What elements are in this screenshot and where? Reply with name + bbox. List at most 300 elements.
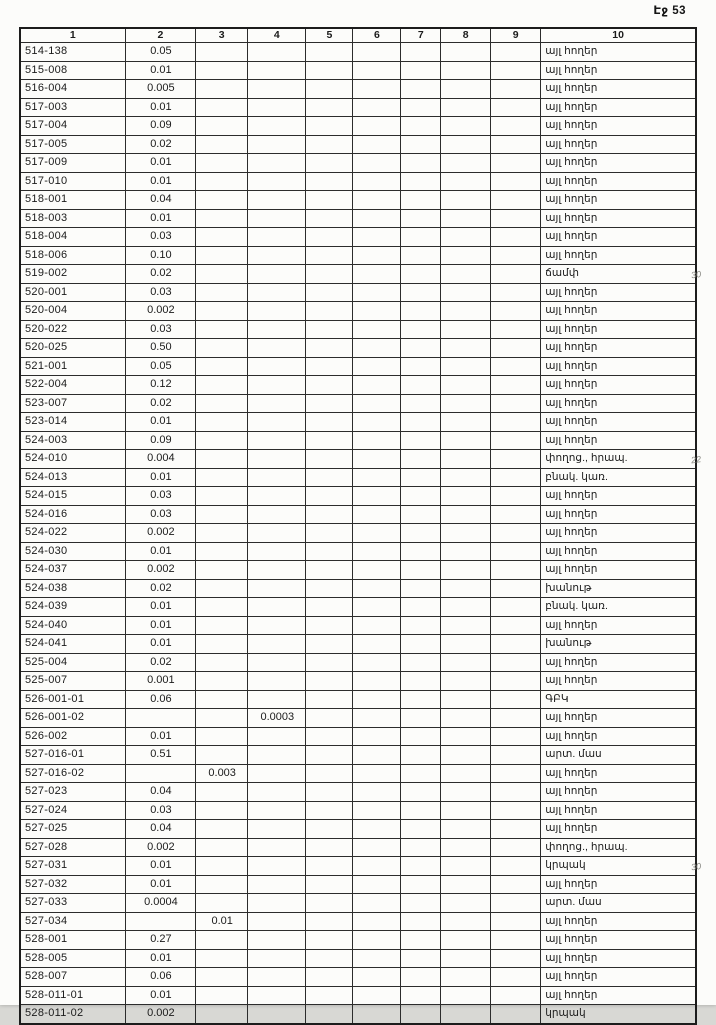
area-value-cell: [441, 783, 491, 802]
area-value-cell: 0.04: [125, 191, 195, 210]
area-value-cell: [306, 209, 353, 228]
area-value-cell: 0.02: [125, 653, 195, 672]
column-header-4: 4: [248, 28, 306, 43]
area-value-cell: [306, 413, 353, 432]
table-row: [20, 154, 696, 173]
parcel-code-cell: 524-003: [20, 431, 125, 450]
area-value-cell: [441, 746, 491, 765]
area-value-cell: [353, 246, 401, 265]
area-value-cell: [196, 61, 248, 80]
parcel-code-cell: 524-037: [20, 561, 125, 580]
area-value-cell: [306, 801, 353, 820]
parcel-code-cell: 527-034: [20, 912, 125, 931]
area-value-cell: [353, 931, 401, 950]
area-value-cell: [196, 450, 248, 469]
area-value-cell: [441, 431, 491, 450]
area-value-cell: [306, 838, 353, 857]
area-value-cell: [353, 468, 401, 487]
area-value-cell: [248, 320, 306, 339]
area-value-cell: [441, 561, 491, 580]
area-value-cell: [353, 209, 401, 228]
area-value-cell: 0.0004: [125, 894, 195, 913]
area-value-cell: 0.002: [125, 302, 195, 321]
area-value-cell: [441, 986, 491, 1005]
land-use-cell: այլ հողեր: [541, 80, 696, 99]
area-value-cell: [491, 246, 541, 265]
area-value-cell: [306, 616, 353, 635]
parcel-code-cell: 520-004: [20, 302, 125, 321]
area-value-cell: [491, 431, 541, 450]
table-row: [20, 912, 696, 931]
area-value-cell: [306, 727, 353, 746]
area-value-cell: 0.01: [125, 986, 195, 1005]
area-value-cell: [196, 357, 248, 376]
parcel-code-cell: 524-015: [20, 487, 125, 506]
area-value-cell: [196, 228, 248, 247]
area-value-cell: [401, 154, 441, 173]
land-use-cell: կրպակ: [541, 1005, 696, 1024]
area-value-cell: [248, 135, 306, 154]
area-value-cell: [491, 801, 541, 820]
area-value-cell: [306, 172, 353, 191]
area-value-cell: [353, 968, 401, 987]
parcel-code-cell: 518-006: [20, 246, 125, 265]
area-value-cell: [306, 931, 353, 950]
parcel-code-cell: 525-004: [20, 653, 125, 672]
table-row: [20, 857, 696, 876]
table-row: [20, 968, 696, 987]
table-row: [20, 949, 696, 968]
area-value-cell: [441, 191, 491, 210]
land-use-cell: այլ հողեր: [541, 616, 696, 635]
land-use-cell: արտ. մաս: [541, 894, 696, 913]
area-value-cell: [441, 1005, 491, 1024]
area-value-cell: [306, 80, 353, 99]
area-value-cell: [491, 838, 541, 857]
area-value-cell: [353, 709, 401, 728]
area-value-cell: [441, 579, 491, 598]
area-value-cell: [441, 468, 491, 487]
area-value-cell: 0.03: [125, 801, 195, 820]
table-row: [20, 413, 696, 432]
area-value-cell: [441, 302, 491, 321]
area-value-cell: [306, 431, 353, 450]
area-value-cell: [441, 80, 491, 99]
area-value-cell: [248, 746, 306, 765]
area-value-cell: 0.09: [125, 431, 195, 450]
area-value-cell: [491, 43, 541, 62]
area-value-cell: [401, 468, 441, 487]
table-row: [20, 820, 696, 839]
area-value-cell: 0.01: [125, 857, 195, 876]
area-value-cell: [306, 783, 353, 802]
area-value-cell: [248, 117, 306, 136]
area-value-cell: [441, 838, 491, 857]
area-value-cell: [196, 524, 248, 543]
parcel-code-cell: 524-016: [20, 505, 125, 524]
table-row: [20, 542, 696, 561]
area-value-cell: [401, 302, 441, 321]
area-value-cell: 0.01: [125, 542, 195, 561]
table-row: [20, 635, 696, 654]
area-value-cell: [441, 154, 491, 173]
area-value-cell: 0.04: [125, 820, 195, 839]
area-value-cell: [248, 875, 306, 894]
area-value-cell: 0.51: [125, 746, 195, 765]
area-value-cell: [306, 1005, 353, 1024]
area-value-cell: 0.01: [125, 727, 195, 746]
area-value-cell: [353, 320, 401, 339]
area-value-cell: [248, 672, 306, 691]
area-value-cell: [306, 505, 353, 524]
area-value-cell: [491, 135, 541, 154]
area-value-cell: [401, 505, 441, 524]
area-value-cell: [196, 43, 248, 62]
parcel-code-cell: 527-024: [20, 801, 125, 820]
table-row: [20, 727, 696, 746]
area-value-cell: [491, 339, 541, 358]
area-value-cell: [353, 283, 401, 302]
land-use-cell: այլ հողեր: [541, 98, 696, 117]
table-row: [20, 209, 696, 228]
area-value-cell: 0.01: [125, 172, 195, 191]
parcel-code-cell: 526-002: [20, 727, 125, 746]
area-value-cell: 0.01: [125, 154, 195, 173]
area-value-cell: 0.27: [125, 931, 195, 950]
area-value-cell: [401, 265, 441, 284]
area-value-cell: [401, 394, 441, 413]
area-value-cell: 0.04: [125, 783, 195, 802]
table-row: [20, 98, 696, 117]
land-use-cell: այլ հողեր: [541, 672, 696, 691]
area-value-cell: [248, 450, 306, 469]
land-use-cell: այլ հողեր: [541, 135, 696, 154]
area-value-cell: 0.01: [125, 875, 195, 894]
area-value-cell: [306, 579, 353, 598]
area-value-cell: [441, 413, 491, 432]
area-value-cell: [306, 746, 353, 765]
area-value-cell: [491, 413, 541, 432]
table-row: [20, 561, 696, 580]
area-value-cell: [401, 431, 441, 450]
area-value-cell: [353, 357, 401, 376]
parcel-code-cell: 518-003: [20, 209, 125, 228]
column-header-3: 3: [196, 28, 248, 43]
land-use-cell: այլ հողեր: [541, 801, 696, 820]
column-header-6: 6: [353, 28, 401, 43]
area-value-cell: [248, 912, 306, 931]
area-value-cell: [401, 135, 441, 154]
area-value-cell: [306, 487, 353, 506]
area-value-cell: [248, 727, 306, 746]
area-value-cell: [196, 394, 248, 413]
area-value-cell: [353, 487, 401, 506]
area-value-cell: [401, 579, 441, 598]
area-value-cell: [248, 931, 306, 950]
area-value-cell: [353, 783, 401, 802]
area-value-cell: [248, 468, 306, 487]
area-value-cell: [125, 764, 195, 783]
area-value-cell: [491, 857, 541, 876]
area-value-cell: [491, 672, 541, 691]
area-value-cell: [491, 986, 541, 1005]
area-value-cell: [353, 80, 401, 99]
column-header-5: 5: [306, 28, 353, 43]
column-header-row: [20, 28, 696, 43]
area-value-cell: [441, 61, 491, 80]
parcel-code-cell: 527-016-01: [20, 746, 125, 765]
area-value-cell: [441, 690, 491, 709]
table-row: [20, 246, 696, 265]
area-value-cell: [441, 135, 491, 154]
land-use-cell: բնակ. կառ.: [541, 468, 696, 487]
area-value-cell: [491, 561, 541, 580]
column-header-1: 1: [20, 28, 125, 43]
area-value-cell: [353, 616, 401, 635]
area-value-cell: [401, 764, 441, 783]
area-value-cell: [441, 727, 491, 746]
table-row: [20, 320, 696, 339]
area-value-cell: [401, 783, 441, 802]
area-value-cell: [248, 505, 306, 524]
area-value-cell: [353, 524, 401, 543]
area-value-cell: [306, 61, 353, 80]
area-value-cell: [491, 949, 541, 968]
area-value-cell: [248, 894, 306, 913]
parcel-code-cell: 528-011-01: [20, 986, 125, 1005]
area-value-cell: [441, 339, 491, 358]
area-value-cell: [306, 283, 353, 302]
handwritten-margin-note: 22: [690, 453, 702, 465]
area-value-cell: [491, 635, 541, 654]
area-value-cell: [196, 727, 248, 746]
land-use-cell: այլ հողեր: [541, 302, 696, 321]
area-value-cell: [491, 764, 541, 783]
land-use-cell: այլ հողեր: [541, 320, 696, 339]
area-value-cell: [248, 598, 306, 617]
area-value-cell: [441, 209, 491, 228]
area-value-cell: 0.003: [196, 764, 248, 783]
parcel-code-cell: 527-028: [20, 838, 125, 857]
area-value-cell: [248, 191, 306, 210]
area-value-cell: [441, 875, 491, 894]
area-value-cell: [248, 579, 306, 598]
area-value-cell: [401, 228, 441, 247]
area-value-cell: [401, 949, 441, 968]
area-value-cell: [306, 339, 353, 358]
area-value-cell: [196, 746, 248, 765]
area-value-cell: [491, 228, 541, 247]
area-value-cell: 0.02: [125, 579, 195, 598]
parcel-code-cell: 519-002: [20, 265, 125, 284]
area-value-cell: [196, 635, 248, 654]
area-value-cell: 0.50: [125, 339, 195, 358]
area-value-cell: [401, 857, 441, 876]
area-value-cell: [196, 783, 248, 802]
area-value-cell: [196, 949, 248, 968]
area-value-cell: [248, 98, 306, 117]
area-value-cell: [401, 246, 441, 265]
area-value-cell: 0.10: [125, 246, 195, 265]
table-row: [20, 43, 696, 62]
land-use-cell: այլ հողեր: [541, 376, 696, 395]
area-value-cell: [306, 376, 353, 395]
table-row: [20, 339, 696, 358]
table-row: [20, 579, 696, 598]
parcel-code-cell: 520-022: [20, 320, 125, 339]
area-value-cell: [441, 857, 491, 876]
parcel-code-cell: 521-001: [20, 357, 125, 376]
area-value-cell: [196, 413, 248, 432]
area-value-cell: [306, 302, 353, 321]
land-use-cell: այլ հողեր: [541, 949, 696, 968]
land-use-cell: այլ հողեր: [541, 117, 696, 136]
area-value-cell: [306, 394, 353, 413]
table-row: [20, 172, 696, 191]
area-value-cell: [248, 357, 306, 376]
area-value-cell: 0.01: [125, 616, 195, 635]
area-value-cell: [441, 487, 491, 506]
table-body: [20, 43, 696, 1024]
parcel-code-cell: 517-003: [20, 98, 125, 117]
area-value-cell: [401, 912, 441, 931]
area-value-cell: [248, 376, 306, 395]
area-value-cell: 0.03: [125, 283, 195, 302]
land-use-cell: այլ հողեր: [541, 931, 696, 950]
area-value-cell: [353, 135, 401, 154]
area-value-cell: [441, 524, 491, 543]
area-value-cell: [306, 690, 353, 709]
land-use-cell: բնակ. կառ.: [541, 598, 696, 617]
area-value-cell: [491, 968, 541, 987]
area-value-cell: [491, 265, 541, 284]
area-value-cell: 0.02: [125, 135, 195, 154]
land-use-cell: այլ հողեր: [541, 968, 696, 987]
area-value-cell: [401, 450, 441, 469]
area-value-cell: [196, 875, 248, 894]
area-value-cell: [353, 394, 401, 413]
area-value-cell: [196, 172, 248, 191]
area-value-cell: [491, 302, 541, 321]
area-value-cell: [441, 616, 491, 635]
land-use-cell: այլ հողեր: [541, 727, 696, 746]
area-value-cell: [248, 394, 306, 413]
table-row: [20, 746, 696, 765]
area-value-cell: [306, 672, 353, 691]
area-value-cell: [441, 505, 491, 524]
area-value-cell: [401, 820, 441, 839]
area-value-cell: [401, 339, 441, 358]
area-value-cell: 0.002: [125, 561, 195, 580]
area-value-cell: [353, 172, 401, 191]
area-value-cell: [353, 727, 401, 746]
area-value-cell: [248, 228, 306, 247]
area-value-cell: [306, 265, 353, 284]
area-value-cell: [248, 265, 306, 284]
area-value-cell: [248, 43, 306, 62]
land-use-cell: այլ հողեր: [541, 783, 696, 802]
area-value-cell: [196, 339, 248, 358]
land-use-cell: այլ հողեր: [541, 542, 696, 561]
area-value-cell: [353, 450, 401, 469]
area-value-cell: [401, 635, 441, 654]
area-value-cell: [491, 80, 541, 99]
parcel-code-cell: 528-011-02: [20, 1005, 125, 1024]
area-value-cell: 0.01: [125, 635, 195, 654]
area-value-cell: [306, 320, 353, 339]
area-value-cell: 0.05: [125, 43, 195, 62]
area-value-cell: [491, 394, 541, 413]
area-value-cell: [353, 228, 401, 247]
area-value-cell: 0.03: [125, 487, 195, 506]
area-value-cell: [306, 709, 353, 728]
area-value-cell: [248, 431, 306, 450]
area-value-cell: [248, 949, 306, 968]
area-value-cell: [248, 801, 306, 820]
area-value-cell: [248, 413, 306, 432]
area-value-cell: [401, 598, 441, 617]
parcel-code-cell: 524-038: [20, 579, 125, 598]
area-value-cell: [491, 542, 541, 561]
area-value-cell: [441, 357, 491, 376]
area-value-cell: 0.01: [125, 61, 195, 80]
area-value-cell: [196, 561, 248, 580]
area-value-cell: [441, 764, 491, 783]
area-value-cell: [441, 172, 491, 191]
land-use-cell: այլ հողեր: [541, 505, 696, 524]
area-value-cell: [401, 616, 441, 635]
area-value-cell: [353, 764, 401, 783]
area-value-cell: [491, 154, 541, 173]
handwritten-margin-note: 30: [690, 860, 702, 872]
area-value-cell: [491, 783, 541, 802]
table-row: [20, 468, 696, 487]
area-value-cell: [196, 1005, 248, 1024]
land-use-cell: այլ հողեր: [541, 561, 696, 580]
area-value-cell: 0.01: [125, 98, 195, 117]
area-value-cell: [441, 931, 491, 950]
area-value-cell: [491, 709, 541, 728]
area-value-cell: [125, 709, 195, 728]
land-use-cell: փողոց., հրապ.: [541, 838, 696, 857]
area-value-cell: [353, 1005, 401, 1024]
parcel-code-cell: 517-009: [20, 154, 125, 173]
cadastre-table: [19, 27, 697, 1025]
area-value-cell: [248, 857, 306, 876]
parcel-code-cell: 515-008: [20, 61, 125, 80]
area-value-cell: [196, 376, 248, 395]
land-use-cell: ճամփ: [541, 265, 696, 284]
land-use-cell: այլ հողեր: [541, 912, 696, 931]
column-header-2: 2: [125, 28, 195, 43]
area-value-cell: [401, 487, 441, 506]
area-value-cell: [353, 875, 401, 894]
area-value-cell: 0.005: [125, 80, 195, 99]
table-row: [20, 616, 696, 635]
table-row: [20, 524, 696, 543]
area-value-cell: [248, 968, 306, 987]
area-value-cell: [353, 986, 401, 1005]
area-value-cell: [248, 838, 306, 857]
area-value-cell: [248, 487, 306, 506]
table-row: [20, 61, 696, 80]
table-row: [20, 302, 696, 321]
land-use-cell: այլ հողեր: [541, 653, 696, 672]
area-value-cell: [491, 505, 541, 524]
table-row: [20, 672, 696, 691]
area-value-cell: [353, 598, 401, 617]
land-use-cell: այլ հողեր: [541, 820, 696, 839]
